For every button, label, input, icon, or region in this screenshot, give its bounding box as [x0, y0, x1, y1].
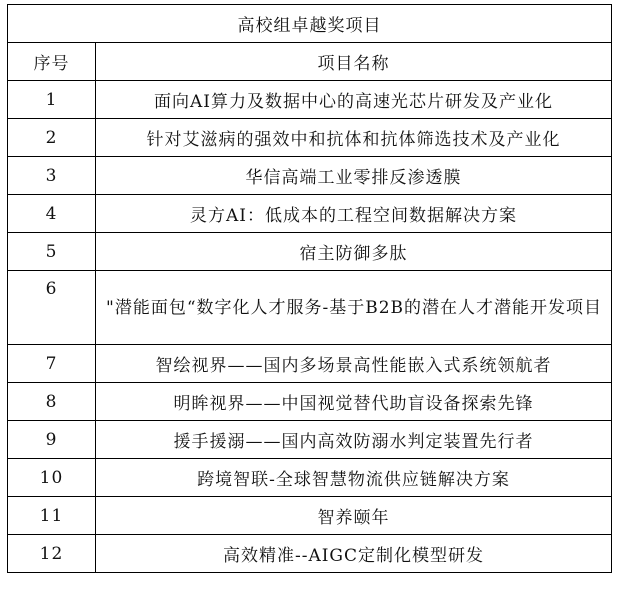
row-no: 4	[8, 195, 96, 233]
row-name: 高效精准--AIGC定制化模型研发	[96, 535, 612, 573]
row-no: 2	[8, 119, 96, 157]
row-name: 华信高端工业零排反渗透膜	[96, 157, 612, 195]
row-no: 7	[8, 345, 96, 383]
row-name	[96, 271, 612, 345]
row-name: 跨境智联-全球智慧物流供应链解决方案	[96, 459, 612, 497]
table-row	[8, 271, 612, 345]
row-no: 1	[8, 81, 96, 119]
table-row	[8, 157, 612, 195]
award-table-container	[7, 4, 612, 573]
table-row	[8, 119, 612, 157]
row-name: 援手援溺——国内高效防溺水判定装置先行者	[96, 421, 612, 459]
row-name: 智养颐年	[96, 497, 612, 535]
row-name: 明眸视界——中国视觉替代助盲设备探索先锋	[96, 383, 612, 421]
row-no: 9	[8, 421, 96, 459]
row-name-text: "潜能面包“数字化人才服务-基于B2B的潜在人才潜能开发项目	[106, 297, 603, 318]
table-header-row	[8, 43, 612, 81]
row-no: 8	[8, 383, 96, 421]
table-row	[8, 81, 612, 119]
table-title: 高校组卓越奖项目	[8, 5, 612, 43]
header-no: 序号	[8, 43, 96, 81]
row-no: 10	[8, 459, 96, 497]
header-name: 项目名称	[96, 43, 612, 81]
row-no: 12	[8, 535, 96, 573]
table-row	[8, 345, 612, 383]
row-no: 11	[8, 497, 96, 535]
table-row	[8, 459, 612, 497]
table-row	[8, 195, 612, 233]
row-no: 6	[8, 271, 96, 345]
table-row	[8, 383, 612, 421]
award-table	[7, 4, 612, 573]
row-name: 面向AI算力及数据中心的高速光芯片研发及产业化	[96, 81, 612, 119]
table-row	[8, 233, 612, 271]
row-name: 宿主防御多肽	[96, 233, 612, 271]
row-name: 灵方AI：低成本的工程空间数据解决方案	[96, 195, 612, 233]
row-name: 智绘视界——国内多场景高性能嵌入式系统领航者	[96, 345, 612, 383]
table-row	[8, 497, 612, 535]
row-no: 5	[8, 233, 96, 271]
table-title-row	[8, 5, 612, 43]
row-name: 针对艾滋病的强效中和抗体和抗体筛选技术及产业化	[96, 119, 612, 157]
row-no: 3	[8, 157, 96, 195]
table-row	[8, 421, 612, 459]
table-row	[8, 535, 612, 573]
